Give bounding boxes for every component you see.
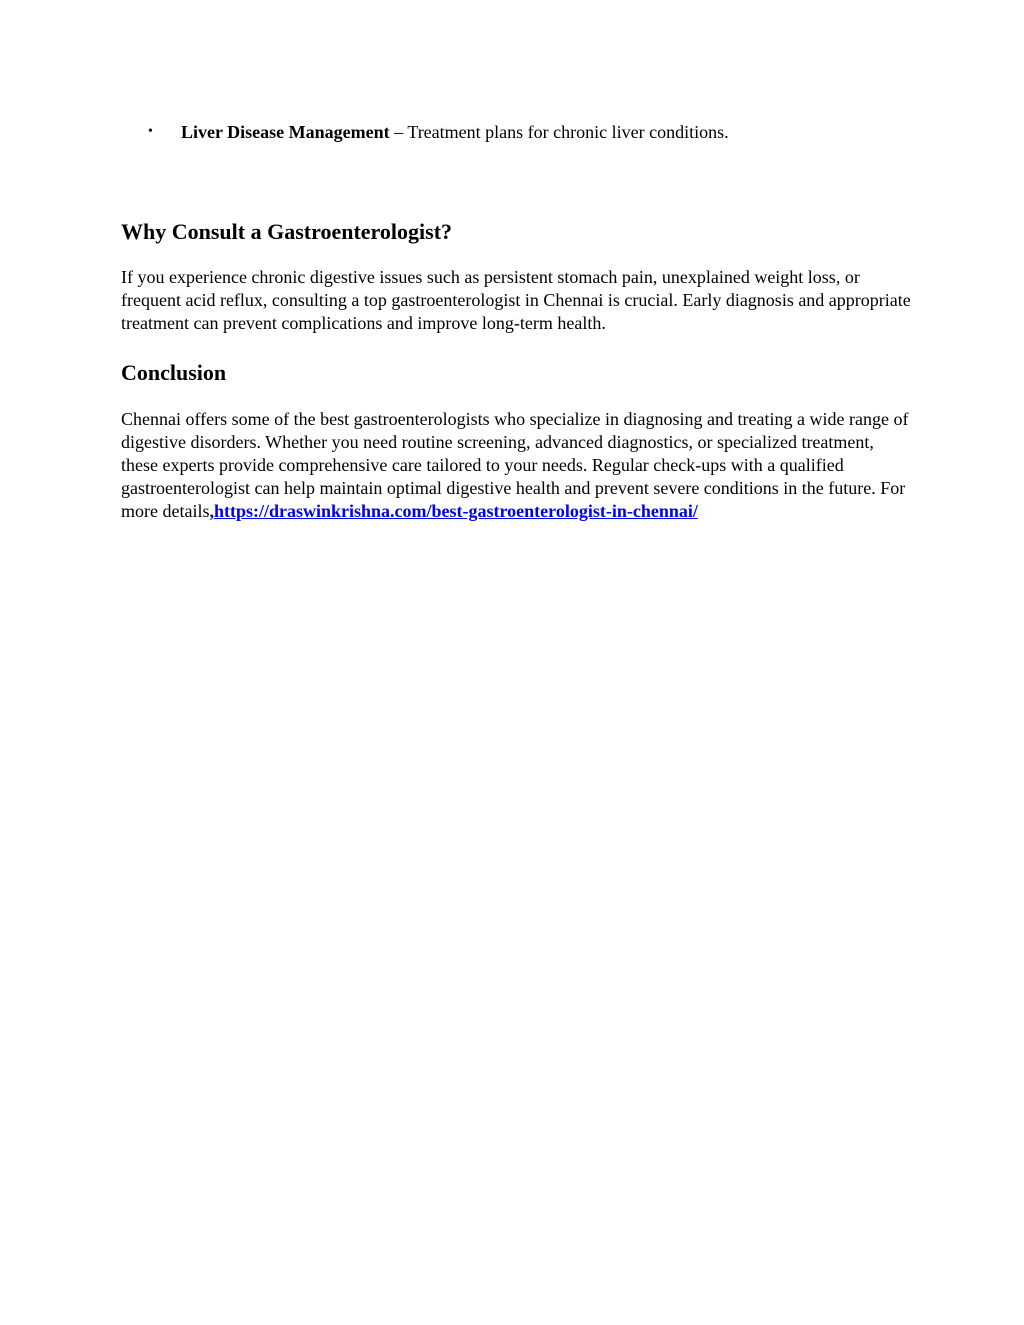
conclusion-text: Chennai offers some of the best gastroenterologists who specialize in diagnosing and treating a wide range of digestive disorders. Whether you need routine screening, advanced diagnostics, or specialized treatment, these experts provide comprehensive care tailored to your needs. Regular check-ups with a qualified gastroenterologist can help maintain optimal digestive health and prevent severe conditions in the future. For more details	[121, 409, 909, 521]
bullet-term: Liver Disease Management	[181, 122, 390, 142]
bullet-text: Treatment plans for chronic liver conditions.	[407, 122, 729, 142]
bullet-icon: •	[148, 124, 153, 139]
list-item	[143, 120, 729, 144]
paragraph-conclusion	[121, 408, 911, 523]
bullet-list	[143, 120, 729, 144]
heading-why-consult: Why Consult a Gastroenterologist?	[121, 219, 453, 244]
clinic-website-link[interactable]: ,https://draswinkrishna.com/best-gastroenterologist-in-chennai/	[209, 501, 698, 521]
paragraph-why-consult: If you experience chronic digestive issues such as persistent stomach pain, unexplained weight loss, or frequent acid reflux, consulting a top gastroenterologist in Chennai is crucial. Early diagnosis and appropriate treatment can prevent complications and improve long-term health.	[121, 267, 911, 333]
heading-conclusion: Conclusion	[121, 360, 227, 385]
bullet-separator: –	[389, 122, 408, 142]
